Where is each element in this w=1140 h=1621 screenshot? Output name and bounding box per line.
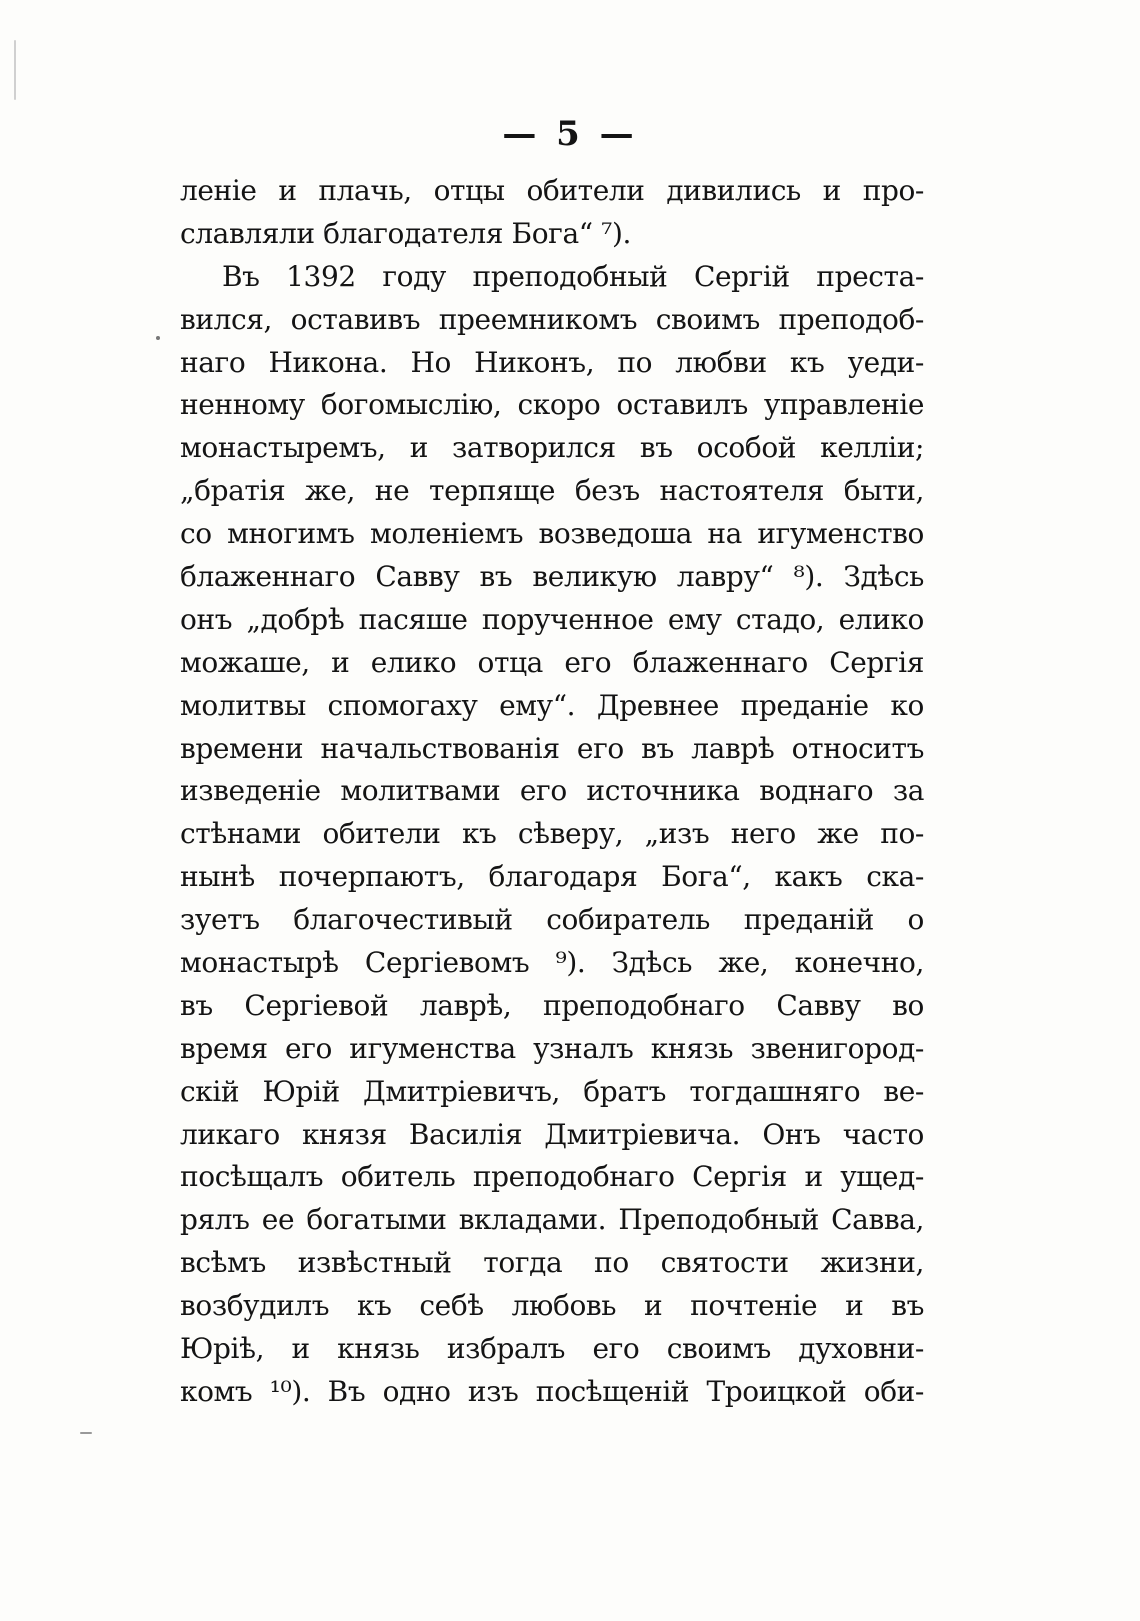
- text-line: нынѣ почерпаютъ, благодаря Бога“, какъ ска-: [180, 860, 924, 894]
- text-line: молитвы спомогаху ему“. Древнее преданіе ко: [180, 688, 924, 722]
- text-line: всѣмъ извѣстный тогда по святости жизни,: [180, 1246, 924, 1280]
- text-line: рялъ ее богатыми вкладами. Преподобный Савва,: [180, 1203, 924, 1237]
- scan-speck: [14, 40, 16, 100]
- text-line: онъ „добрѣ пасяше порученное ему стадо, елико: [180, 602, 924, 636]
- text-line: время его игуменства узналъ князь звенигород-: [180, 1031, 924, 1065]
- text-line: зуетъ благочестивый собиратель преданій о: [180, 903, 924, 937]
- scan-speck: [156, 336, 160, 340]
- text-line: въ Сергіевой лаврѣ, преподобнаго Савву во: [180, 988, 924, 1022]
- text-line: монастыремъ, и затворился въ особой келліи;: [180, 431, 924, 465]
- text-line: ликаго князя Василія Дмитріевича. Онъ часто: [180, 1117, 924, 1151]
- text-line: изведеніе молитвами его источника воднаго за: [180, 774, 924, 808]
- text-line: комъ ¹⁰). Въ одно изъ посѣщеній Троицкой оби-: [180, 1374, 924, 1408]
- text-line: Въ 1392 году преподобный Сергій преста-: [222, 259, 924, 293]
- text-line: посѣщалъ обитель преподобнаго Сергія и ущед-: [180, 1160, 924, 1194]
- text-line: леніе и плачь, отцы обители дивились и про-: [180, 174, 924, 207]
- scan-speck: [80, 1432, 92, 1434]
- text-line: скій Юрій Дмитріевичъ, братъ тогдашняго ве-: [180, 1074, 924, 1108]
- text-line: вился, оставивъ преемникомъ своимъ преподоб-: [180, 302, 924, 336]
- text-line: монастырѣ Сергіевомъ ⁹). Здѣсь же, конечно,: [180, 946, 924, 980]
- text-line: Юріѣ, и князь избралъ его своимъ духовни-: [180, 1332, 924, 1366]
- body-text: [180, 170, 924, 1414]
- text-line: ненному богомыслію, скоро оставилъ управленіе: [180, 388, 924, 422]
- text-line: „братія же, не терпяще безъ настоятеля быти,: [180, 474, 924, 508]
- text-line: стѣнами обители къ сѣверу, „изъ него же по-: [180, 817, 924, 851]
- text-line: славляли благодателя Бога“ ⁷).: [180, 216, 631, 250]
- text-line: со многимъ моленіемъ возведоша на игуменство: [180, 517, 924, 551]
- text-line: наго Никона. Но Никонъ, по любви къ уеди-: [180, 345, 924, 379]
- text-line: возбудилъ къ себѣ любовь и почтеніе и въ: [180, 1289, 924, 1323]
- page-number: — 5 —: [502, 114, 638, 154]
- text-line: можаше, и елико отца его блаженнаго Сергія: [180, 645, 924, 679]
- text-line: блаженнаго Савву въ великую лавру“ ⁸). Здѣсь: [180, 560, 924, 594]
- text-line: времени начальствованія его въ лаврѣ относитъ: [180, 731, 924, 765]
